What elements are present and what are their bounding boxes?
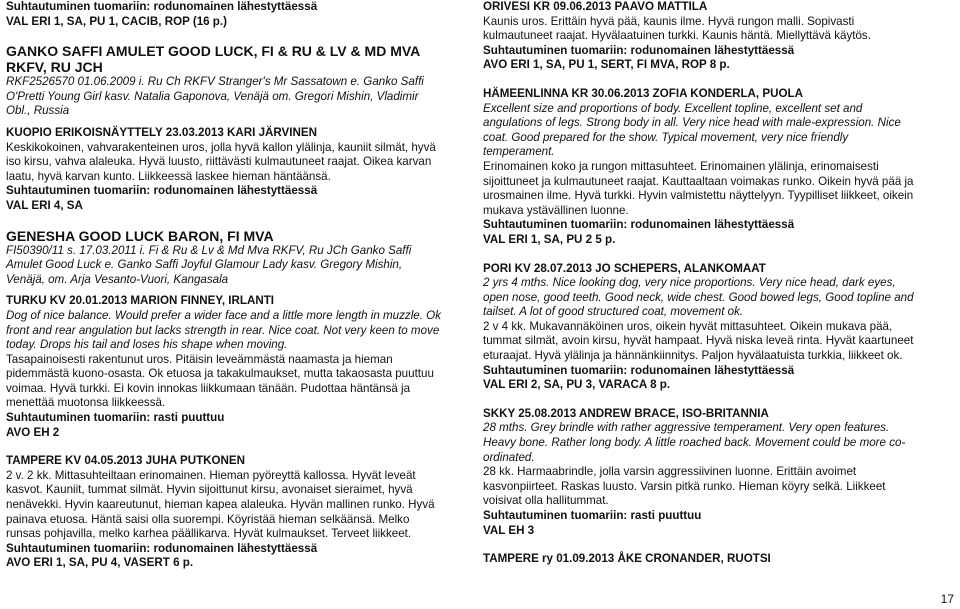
text-line: 2 v 4 kk. Mukavannäköinen uros, oikein hyvät mittasuhteet. Oikein mukava pää, <box>483 319 893 333</box>
italic-line: Dog of nice balance. Would prefer a wider face and a little more length in muzzle. Ok <box>6 308 441 322</box>
bold-line: Suhtautuminen tuomariin: rasti puuttuu <box>6 411 225 425</box>
text-line: kasvonpiirteet. Raskas luusto. Varsin pitkä runko. Hieman köyry selkä. Liikkeet <box>483 479 886 493</box>
bold-line: VAL ERI 1, SA, PU 1, CACIB, ROP (16 p.) <box>6 14 227 28</box>
italic-line: today. Drops his tail and loses his shape when moving. <box>6 338 288 352</box>
spacer <box>483 73 933 87</box>
italic-line: Venäjä, om. Arja Vesanto-Vuori, Kangasala <box>6 272 229 286</box>
text-line: urosmainen ilme. Hyvä turkki. Hyvin valmistettu näyttelyyn. Tyypilliset liikkeet, oikein <box>483 189 914 203</box>
italic-line: 2 yrs 4 mths. Nice looking dog, very nice proportions. Very nice head, dark eyes, <box>483 276 896 290</box>
text-line: Kaunis uros. Erittäin hyvä pää, kaunis ilme. Hyvä rungon malli. Sopivasti <box>483 14 855 28</box>
dog-name-heading: RKFV, RU JCH <box>6 59 103 76</box>
bold-line: Suhtautuminen tuomariin: rodunomainen lähestyttäessä <box>483 363 795 377</box>
text-line: tummat silmät, avoin kirsu, hyvät hampaat. Hyvä niska leveä rinta. Hyvät kaartuneet <box>483 334 914 348</box>
italic-line: Amulet Good Luck e. Ganko Saffi Joyful Glamour Lady kasv. Gregory Mishin, <box>6 258 403 272</box>
italic-line: temperament. <box>483 145 555 159</box>
text-line: Keskikokoinen, vahvarakenteinen uros, jolla hyvä kallon ylälinja, kauniit silmät, hyvä <box>6 140 436 154</box>
text-line: kasvot. Kauniit, tummat silmät. Hyvin sijoittunut kirsu, avonaiset sieraimet, hyvä <box>6 483 413 497</box>
spacer <box>6 214 456 228</box>
bold-line: AVO ERI 1, SA, PU 1, SERT, FI MVA, ROP 8 p. <box>483 58 730 72</box>
bold-line: KUOPIO ERIKOISNÄYTTELY 23.03.2013 KARI JÄRVINEN <box>6 125 317 139</box>
bold-line: Suhtautuminen tuomariin: rodunomainen lähestyttäessä <box>6 184 318 198</box>
left-column <box>6 0 456 571</box>
text-line: 2 v. 2 kk. Mittasuhteiltaan erinomainen. Hieman pyöreyttä kallossa. Hyvät leveät <box>6 468 416 482</box>
text-line: pidemmästä kuono-osasta. Ok etuosa ja takakulmaukset, mutta takaosasta puuttuu <box>6 367 434 381</box>
italic-line: FI50390/11 s. 17.03.2011 i. Fi & Ru & Lv & Md Mva RKFV, Ru JCh Ganko Saffi <box>6 243 412 257</box>
italic-line: front and rear angulation but lacks strength in rear. Nice coat. Not very keen to move <box>6 323 440 337</box>
text-line: painava etuosa. Häntä saisi olla suorempi. Köyristää hieman selkäänsä. Melko <box>6 512 410 526</box>
bold-line: AVO ERI 1, SA, PU 4, VASERT 6 p. <box>6 556 194 570</box>
text-line: iso kirsu, vahva alaleuka. Hyvä luusto, riittävästi kulmautuneet raajat. Oikea karvan <box>6 155 432 169</box>
italic-line: open nose, good teeth. Good neck, wide chest. Good bowed legs, Good topline and <box>483 290 914 304</box>
bold-line: AVO EH 2 <box>6 425 60 439</box>
text-line: voimaa. Hyvä turkki. Ei kovin innokas liikkumaan tänään. Pudottaa häntänsä ja <box>6 381 411 395</box>
bold-line: TAMPERE KV 04.05.2013 JUHA PUTKONEN <box>6 454 246 468</box>
spacer <box>6 119 456 126</box>
bold-line: Suhtautuminen tuomariin: rodunomainen lähestyttäessä <box>6 0 318 13</box>
bold-line: VAL ERI 4, SA <box>6 198 83 212</box>
text-line: kulmautuneet raajat. Hyvälaatuinen turkki. Kaunis häntä. Miellyttävä käytös. <box>483 29 871 43</box>
italic-line: tailset. A lot of good structured coat, movement ok. <box>483 305 744 319</box>
text-line: sijoittuneet ja kulmautuneet raajat. Kauttaaltaan voimakas runko. Oikein hyvä pää ja <box>483 174 914 188</box>
bold-line: TAMPERE ry 01.09.2013 ÅKE CRONANDER, RUOTSI <box>483 552 771 566</box>
dog-name-heading: GANKO SAFFI AMULET GOOD LUCK, FI & RU & LV & MD MVA <box>6 43 421 60</box>
text-line: laatu, hyvä karvan kunto. Liikkeessä laskee hieman häntäänsä. <box>6 169 331 183</box>
italic-line: ordinated. <box>483 450 535 464</box>
text-line: Erinomainen koko ja rungon mittasuhteet. Erinomainen ylälinja, erinomaisesti <box>483 159 879 173</box>
bold-line: VAL ERI 2, SA, PU 3, VARACA 8 p. <box>483 378 671 392</box>
bold-line: SKKY 25.08.2013 ANDREW BRACE, ISO-BRITANNIA <box>483 406 769 420</box>
italic-line: 28 mths. Grey brindle with rather aggressive temperament. Very open features. <box>483 421 890 435</box>
bold-line: ORIVESI KR 09.06.2013 PAAVO MATTILA <box>483 0 708 13</box>
spacer <box>6 287 456 294</box>
dog-name-heading: GENESHA GOOD LUCK BARON, FI MVA <box>6 227 274 244</box>
bold-line: Suhtautuminen tuomariin: rodunomainen lähestyttäessä <box>483 218 795 232</box>
italic-line: Heavy bone. Rather long body. A little roached back. Movement could be more co- <box>483 436 906 450</box>
italic-line: RKF2526570 01.06.2009 i. Ru Ch RKFV Stranger's Mr Sassatown e. Ganko Saffi <box>6 75 424 89</box>
text-line: Tasapainoisesti rakentunut uros. Pitäisin leveämmästä naamasta ja hieman <box>6 352 393 366</box>
italic-line: Excellent size and proportions of body. Excellent topline, excellent set and <box>483 101 863 115</box>
bold-line: Suhtautuminen tuomariin: rodunomainen lähestyttäessä <box>6 541 318 555</box>
italic-line: O'Pretti Young Girl kasv. Natalia Gaponova, Venäjä om. Gregori Mishin, Vladimir <box>6 89 419 103</box>
italic-line: angulations of legs. Strong body in all. Very nice head with male-expression. Nice <box>483 116 901 130</box>
text-line: nenävekki. Hyvin kaareutunut, hieman kapea alaleuka. Hyvän mallinen runko. Hyvä <box>6 498 435 512</box>
spacer <box>483 393 933 407</box>
spacer <box>483 248 933 262</box>
spacer <box>6 440 456 454</box>
bold-line: VAL EH 3 <box>483 523 535 537</box>
text-line: mukava ystävällinen luonne. <box>483 203 629 217</box>
bold-line: Suhtautuminen tuomariin: rodunomainen lähestyttäessä <box>483 43 795 57</box>
bold-line: TURKU KV 20.01.2013 MARION FINNEY, IRLANTI <box>6 294 274 308</box>
bold-line: HÄMEENLINNA KR 30.06.2013 ZOFIA KONDERLA, PUOLA <box>483 86 803 100</box>
bold-line: Suhtautuminen tuomariin: rasti puuttuu <box>483 509 702 522</box>
text-line: eturaajat. Hyvä ylälinja ja hännänkiinnitys. Paljon hyvälaatuista turkkia, liikkeet ok. <box>483 349 903 363</box>
spacer <box>6 29 456 43</box>
text-line: menettää muotonsa liikkeessä. <box>6 396 166 410</box>
bold-line: PORI KV 28.07.2013 JO SCHEPERS, ALANKOMAAT <box>483 261 766 275</box>
text-line: voisivat olla hallitummat. <box>483 494 609 508</box>
bold-line: VAL ERI 1, SA, PU 2 5 p. <box>483 232 616 246</box>
spacer <box>483 538 933 552</box>
text-line: 28 kk. Harmaabrindle, jolla varsin aggressiivinen luonne. Erittäin avoimet <box>483 465 857 479</box>
page-number: 17 <box>940 592 954 607</box>
italic-line: Obl., Russia <box>6 104 70 118</box>
right-column <box>483 0 933 567</box>
italic-line: coat. Good prepared for the show. Typical movement, very nice friendly <box>483 130 849 144</box>
text-line: runsas pohjavilla, melko karhea päällikarva. Hyvät kulmaukset. Terveet liikkeet. <box>6 527 412 541</box>
